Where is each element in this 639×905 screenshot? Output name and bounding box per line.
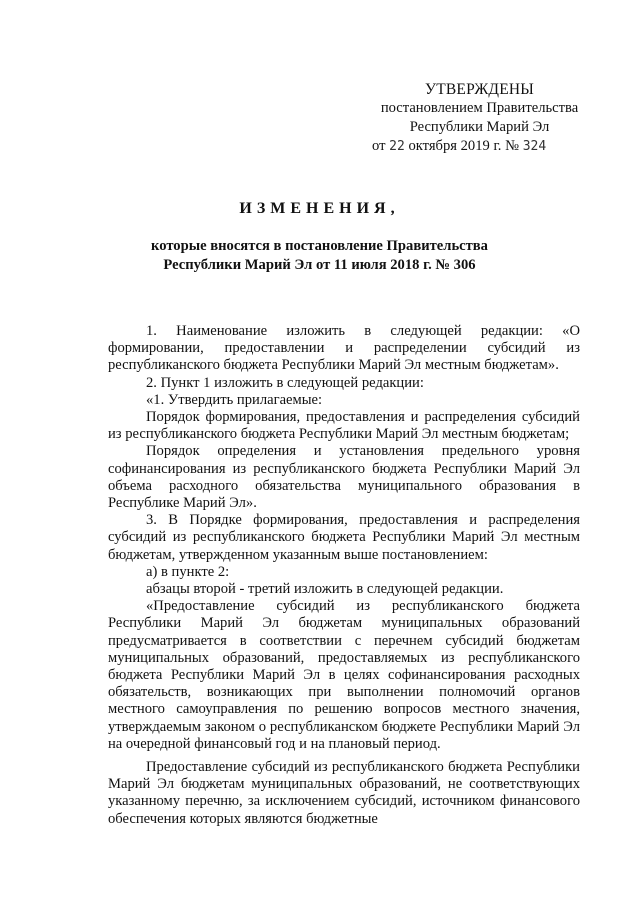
approval-heading: УТВЕРЖДЕНЫ xyxy=(425,81,534,98)
paragraph-5: Порядок определения и установления предельного уровня софинансирования из республиканского бюджета Республики Марий Эл объема расходного обязательства муниципального образования в Республике Марий Эл». xyxy=(108,443,580,512)
document-title: ИЗМЕНЕНИЯ, xyxy=(239,200,400,217)
date-day: 22 xyxy=(389,139,405,154)
document-number: 324 xyxy=(522,139,547,154)
subtitle-line-2: Республики Марий Эл от 11 июля 2018 г. № 306 xyxy=(163,257,476,273)
paragraph-7: а) в пункте 2: xyxy=(146,563,230,580)
paragraph-6: 3. В Порядке формирования, предоставления и распределения субсидий из республиканского бюджета Республики Марий Эл местным бюджетам, утвержденном указанным выше постановлением: xyxy=(108,512,580,563)
date-prefix: от xyxy=(372,138,386,154)
paragraph-2: 2. Пункт 1 изложить в следующей редакции: xyxy=(146,374,424,391)
approval-date-line xyxy=(372,137,587,156)
date-rest: октября 2019 г. № xyxy=(408,138,520,154)
document-body xyxy=(108,323,580,828)
approval-line-resolution: постановлением Правительства xyxy=(380,100,579,116)
paragraph-3: «1. Утвердить прилагаемые: xyxy=(146,391,323,408)
approval-line-republic: Республики Марий Эл xyxy=(409,119,550,135)
paragraph-8: абзацы второй - третий изложить в следующей редакции. xyxy=(146,581,504,598)
paragraph-1: 1. Наименование изложить в следующей редакции: «О формировании, предоставлении и распределении субсидий из республиканского бюджета Республики Марий Эл местным бюджетам». xyxy=(108,323,580,374)
subtitle-line-1: которые вносятся в постановление Правительства xyxy=(151,238,488,254)
paragraph-9: «Предоставление субсидий из республиканского бюджета Республики Марий Эл бюджетам муниципальных образований предусматривается в соответствии с перечнем субсидий бюджетам муниципальных образований, предоставляемых из республиканского бюджета Республики Марий Эл в целях софинансирования расходных обязательств, возникающих при выполнении полномочий органов местного самоуправления по решению вопросов местного значения, утверждаемым законом о республиканском бюджете Республики Марий Эл на очередной финансовый год и на плановый период. xyxy=(108,598,580,752)
document-subtitle xyxy=(0,237,639,275)
paragraph-4: Порядок формирования, предоставления и распределения субсидий из республиканского бюджета Республики Марий Эл местным бюджетам; xyxy=(108,409,580,443)
approval-block xyxy=(372,80,587,156)
paragraph-10: Предоставление субсидий из республиканского бюджета Республики Марий Эл бюджетам муниципальных образований, не соответствующих указанному перечню, за исключением субсидий, источником финансового обеспечения которых являются бюджетные xyxy=(108,759,580,827)
